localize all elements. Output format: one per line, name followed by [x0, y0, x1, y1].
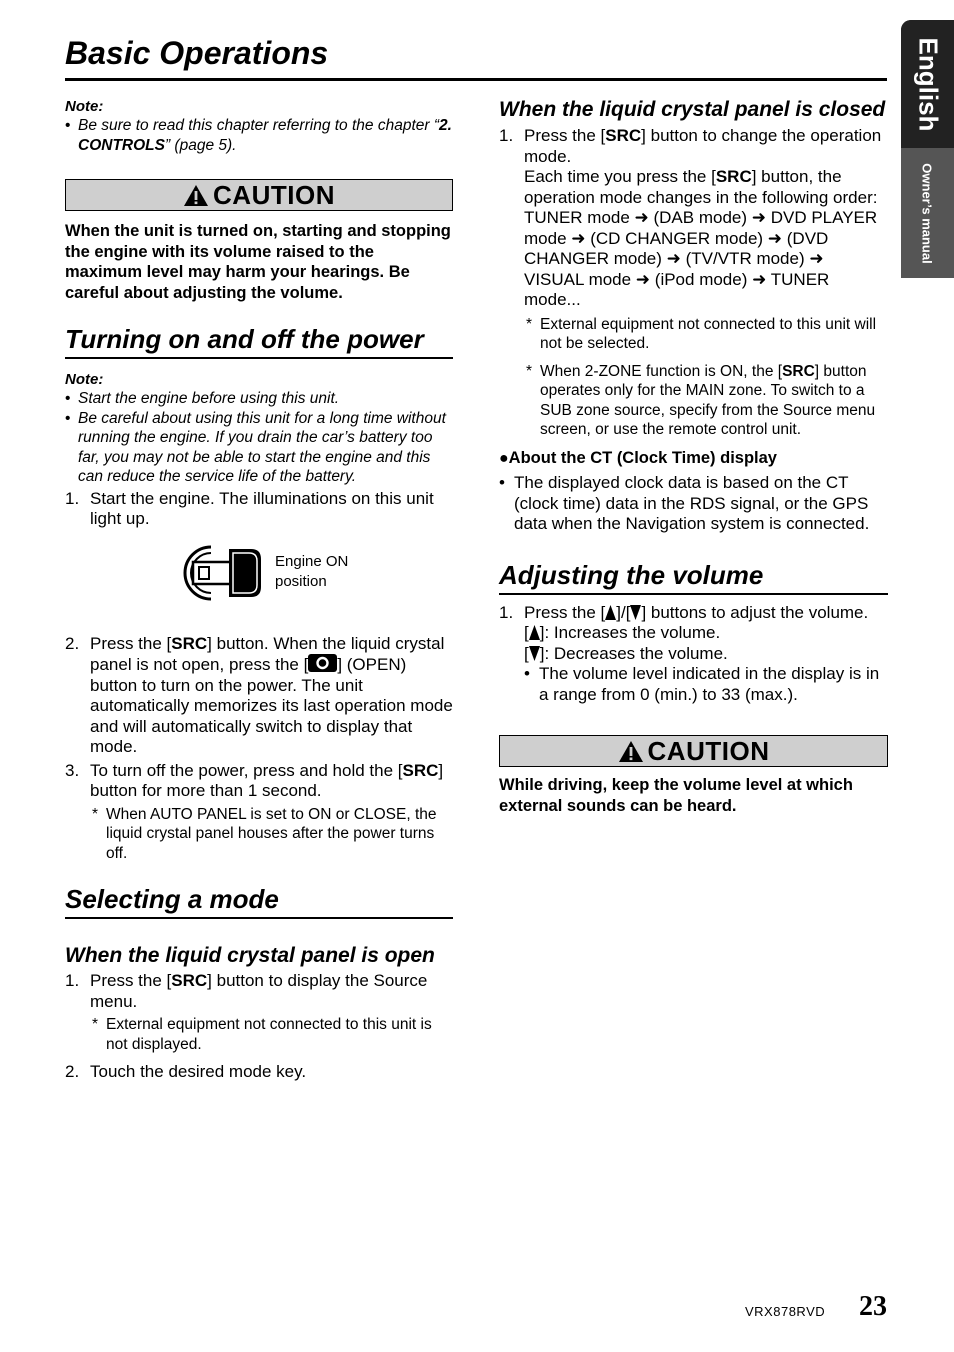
caution-text: While driving, keep the volume level at which external sounds can be heard.	[499, 776, 853, 815]
src-key: SRC	[402, 760, 439, 780]
volume-down-icon	[630, 605, 641, 620]
ct-description: • The displayed clock data is based on the CT (clock time) data in the RDS signal, or the GPS data when the Navigation system is connected.	[499, 473, 888, 535]
section-title-mode: Selecting a mode	[65, 883, 453, 919]
src-key: SRC	[605, 126, 642, 145]
note-title: Note:	[65, 98, 104, 115]
warning-icon	[618, 740, 644, 763]
page-title: Basic Operations	[65, 32, 887, 81]
subsection-title-closed: When the liquid crystal panel is closed	[499, 98, 886, 121]
manual-label: Owner’s manual	[920, 162, 936, 264]
power-step-3: 3. To turn off the power, press and hold the [SRC] button for more than 1 second. * When AUTO PANEL is set to ON or CLOSE, the liquid crystal panel houses after the power turns off.	[65, 761, 453, 864]
power-note-list	[65, 389, 453, 487]
power-steps	[65, 489, 453, 864]
page-number: 23	[859, 1291, 887, 1322]
open-step-1: 1. Press the [SRC] button to display the Source menu. * External equipment not connected to this unit is not displayed.	[65, 971, 453, 1054]
intro-note	[65, 97, 453, 155]
volume-down-description: ]: Decreases the volume.	[539, 643, 728, 663]
engine-figure-caption: Engine ON position	[275, 552, 349, 590]
power-step-3-note: * When AUTO PANEL is set to ON or CLOSE, the liquid crystal panel houses after the power turns off.	[90, 805, 453, 864]
volume-up-icon	[605, 605, 616, 620]
src-key: SRC	[171, 971, 208, 990]
volume-range-note: • The volume level indicated in the display is in a range from 0 (min.) to 33 (max.).	[524, 664, 888, 705]
src-key: SRC	[171, 633, 208, 653]
caution-label: CAUTION	[213, 179, 335, 210]
engine-figure	[90, 530, 453, 634]
open-step-1-note: * External equipment not connected to this unit is not displayed.	[90, 1015, 453, 1054]
intro-note-item: • Be sure to read this chapter referring to the chapter “2. CONTROLS” (page 5).	[65, 116, 453, 155]
mode-order-sequence: TUNER mode ➜ (DAB mode) ➜ DVD PLAYER mode ➜ (CD CHANGER mode) ➜ (DVD CHANGER mode) ➜ (TV/VTR mode) ➜ VISUAL mode ➜ (iPod mode) ➜ TUNER mode...	[524, 208, 878, 309]
language-label: English	[913, 37, 943, 131]
manual-tab	[901, 148, 954, 278]
bullet-icon: ●	[499, 449, 509, 467]
closed-note-1: * External equipment not connected to this unit will not be selected.	[524, 315, 888, 354]
closed-step-1: 1. Press the [SRC] button to change the operation mode. Each time you press the [SRC] button, the operation mode changes in the following order: TUNER mode ➜ (DAB mode) ➜ DVD PLAYER mode ➜ (CD CHANGER mode) ➜ (DVD CHANGER mode) ➜ (TV/VTR mode) ➜ VISUAL mode ➜ (iPod mode) ➜ TUNER mode... * External equipment not connected to this unit will not be selected. * When 2-ZONE function is ON, the [SRC] button operates only for the MAIN zone. To switch to a SUB zone source, specify from the Source menu screen, or use the remote control unit.	[499, 126, 888, 440]
power-note-title: Note:	[65, 371, 104, 388]
left-column	[65, 97, 453, 1083]
volume-up-description: ]: Increases the volume.	[539, 623, 721, 642]
intro-note-list	[65, 116, 453, 155]
volume-steps	[499, 603, 888, 706]
power-note-item: • Be careful about using this unit for a long time without running the engine. If you drain the car’s battery too far, you may not be able to start the engine and this can reduce the service life of the battery.	[65, 409, 453, 487]
controls-reference: 2. CONTROLS	[78, 117, 452, 154]
open-step-2: 2. Touch the desired mode key.	[65, 1062, 307, 1081]
volume-up-icon	[529, 625, 540, 640]
closed-note-2: * When 2-ZONE function is ON, the [SRC] button operates only for the MAIN zone. To switch to a SUB zone source, specify from the Source menu screen, or use the remote control unit.	[524, 362, 888, 440]
src-key: SRC	[715, 167, 752, 186]
open-steps	[65, 971, 453, 1083]
section-title-power: Turning on and off the power	[65, 323, 453, 359]
volume-down-icon	[529, 646, 540, 661]
caution-label: CAUTION	[647, 735, 770, 766]
ignition-key-icon	[175, 544, 263, 602]
power-note-item: • Start the engine before using this unit.	[65, 389, 453, 409]
caution-banner	[499, 735, 888, 767]
open-button-icon	[308, 654, 337, 672]
power-step-1: 1. Start the engine. The illuminations on this unit light up. Engine ON position	[65, 489, 453, 634]
src-key: SRC	[782, 362, 815, 380]
closed-steps	[499, 126, 888, 440]
caution-text: When the unit is turned on, starting and stopping the engine with its volume raised to the maximum level may harm your hearings. Be careful about adjusting the volume.	[65, 222, 451, 302]
language-side-tab	[901, 20, 954, 278]
ct-heading: ●About the CT (Clock Time) display	[499, 448, 777, 467]
model-number: VRX878RVD	[745, 1304, 826, 1319]
section-title-volume: Adjusting the volume	[499, 559, 888, 595]
language-tab	[901, 20, 954, 149]
volume-step-1: 1. Press the [ ]/[ ] buttons to adjust the volume. [ ]: Increases the volume. [ ]: Decreases the volume. • The volume level indicated in the display is in a range from 0 (min.) to 33 (max.).	[499, 603, 888, 706]
power-step-2: 2. Press the [SRC] button. When the liquid crystal panel is not open, press the [ ] (OPEN) button to turn on the power. The unit automatically memorizes its last operation mode and will automatically switch to display that mode.	[65, 633, 453, 756]
subsection-title-open: When the liquid crystal panel is open	[65, 944, 435, 967]
warning-icon	[183, 184, 209, 207]
caution-banner	[65, 179, 453, 211]
right-column	[499, 97, 888, 816]
